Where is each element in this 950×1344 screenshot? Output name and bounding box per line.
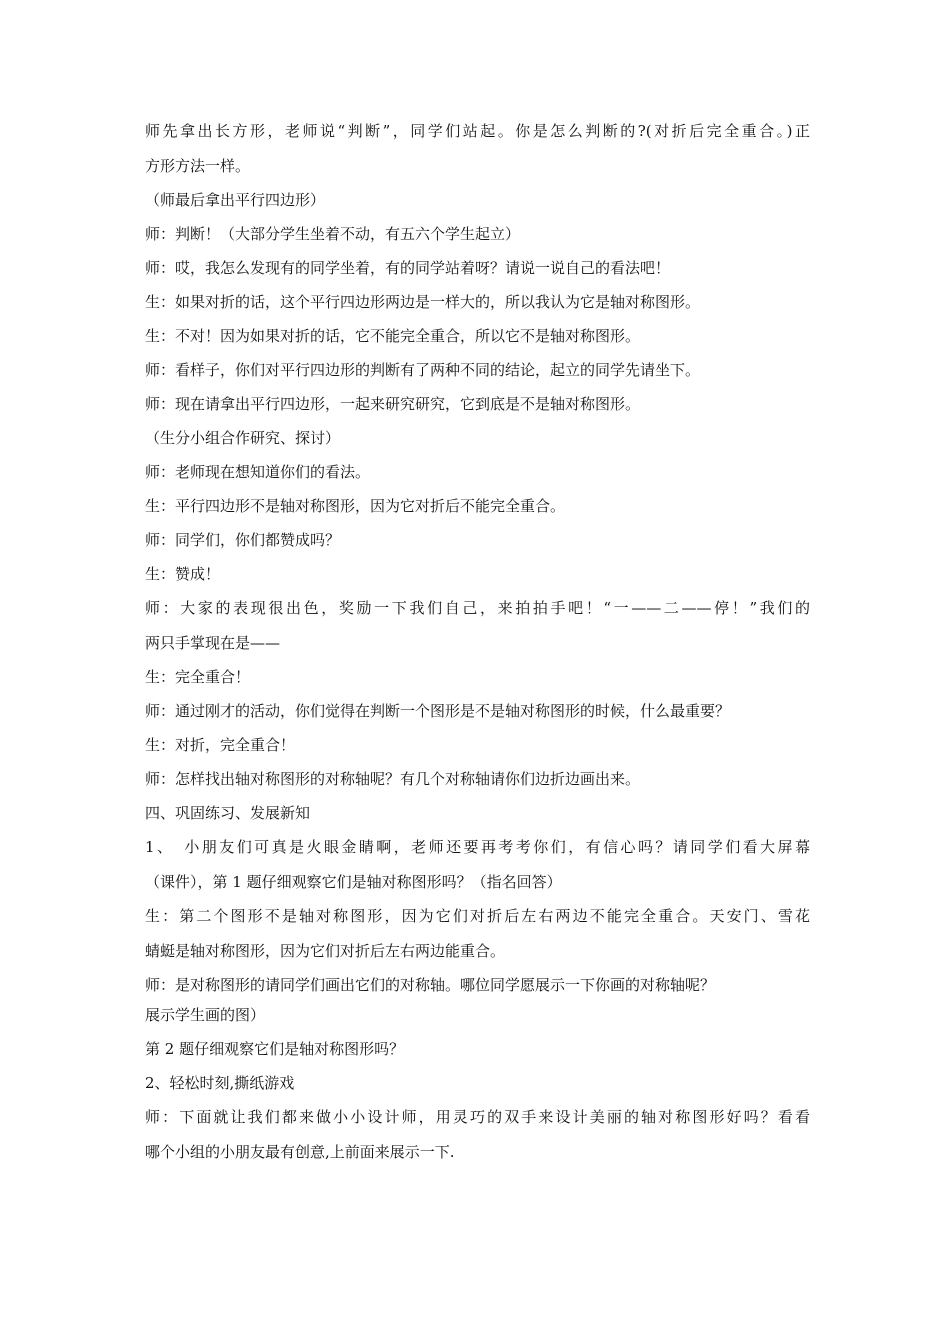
text-line: 师：哎，我怎么发现有的同学坐着，有的同学站着呀？请说一说自己的看法吧！ — [145, 259, 671, 277]
text-line: 师：现在请拿出平行四边形，一起来研究研究，它到底是不是轴对称图形。 — [145, 395, 641, 413]
text-line: 师：怎样找出轴对称图形的对称轴呢？有几个对称轴请你们边折边画出来。 — [145, 770, 641, 788]
text-line: 生：完全重合！ — [145, 668, 251, 686]
section-heading: 四、巩固练习、发展新知 — [145, 804, 311, 822]
text-line: 师：同学们，你们都赞成吗？ — [145, 531, 341, 549]
text-line: 师先拿出长方形，老师说“判断”，同学们站起。你是怎么判断的?(对折后完全重合。)正 — [145, 122, 810, 140]
text-line: 师：大家的表现很出色，奖励一下我们自己，来拍拍手吧！“一——二——停！”我们的 — [145, 599, 810, 617]
text-line: 第 2 题仔细观察它们是轴对称图形吗？ — [145, 1040, 405, 1058]
text-line: （师最后拿出平行四边形） — [145, 191, 326, 209]
text-line: 1、 小朋友们可真是火眼金睛啊，老师还要再考考你们，有信心吗？请同学们看大屏幕 — [145, 838, 810, 856]
section-heading: 2、轻松时刻,撕纸游戏 — [145, 1074, 295, 1092]
text-line: （生分小组合作研究、探讨） — [145, 429, 341, 447]
text-line: 师：通过刚才的活动，你们觉得在判断一个图形是不是轴对称图形的时候，什么最重要？ — [145, 702, 731, 720]
text-line: 生：不对！因为如果对折的话，它不能完全重合，所以它不是轴对称图形。 — [145, 327, 641, 345]
text-line: （课件），第 1 题仔细观察它们是轴对称图形吗？（指名回答） — [145, 873, 562, 891]
text-line: 生：对折，完全重合！ — [145, 736, 296, 754]
text-line: 师：是对称图形的请同学们画出它们的对称轴。哪位同学愿展示一下你画的对称轴呢？ — [145, 976, 716, 994]
text-line: 展示学生画的图） — [145, 1006, 266, 1024]
text-line: 师：看样子，你们对平行四边形的判断有了两种不同的结论，起立的同学先请坐下。 — [145, 361, 701, 379]
document-body — [145, 123, 810, 1161]
text-line: 哪个小组的小朋友最有创意,上前面来展示一下. — [145, 1143, 455, 1161]
text-line: 方形方法一样。 — [145, 157, 251, 175]
text-line: 蜻蜓是轴对称图形，因为它们对折后左右两边能重合。 — [145, 942, 506, 960]
text-line: 师：下面就让我们都来做小小设计师，用灵巧的双手来设计美丽的轴对称图形好吗？看看 — [145, 1108, 810, 1126]
text-line: 生：第二个图形不是轴对称图形，因为它们对折后左右两边不能完全重合。天安门、雪花 — [145, 907, 810, 925]
text-line: 生：平行四边形不是轴对称图形，因为它对折后不能完全重合。 — [145, 497, 566, 515]
text-line: 师：老师现在想知道你们的看法。 — [145, 463, 371, 481]
text-line: 生：赞成！ — [145, 565, 221, 583]
text-line: 生：如果对折的话，这个平行四边形两边是一样大的，所以我认为它是轴对称图形。 — [145, 293, 701, 311]
text-line: 两只手掌现在是—— — [145, 634, 281, 652]
text-line: 师：判断！（大部分学生坐着不动，有五六个学生起立） — [145, 225, 521, 243]
